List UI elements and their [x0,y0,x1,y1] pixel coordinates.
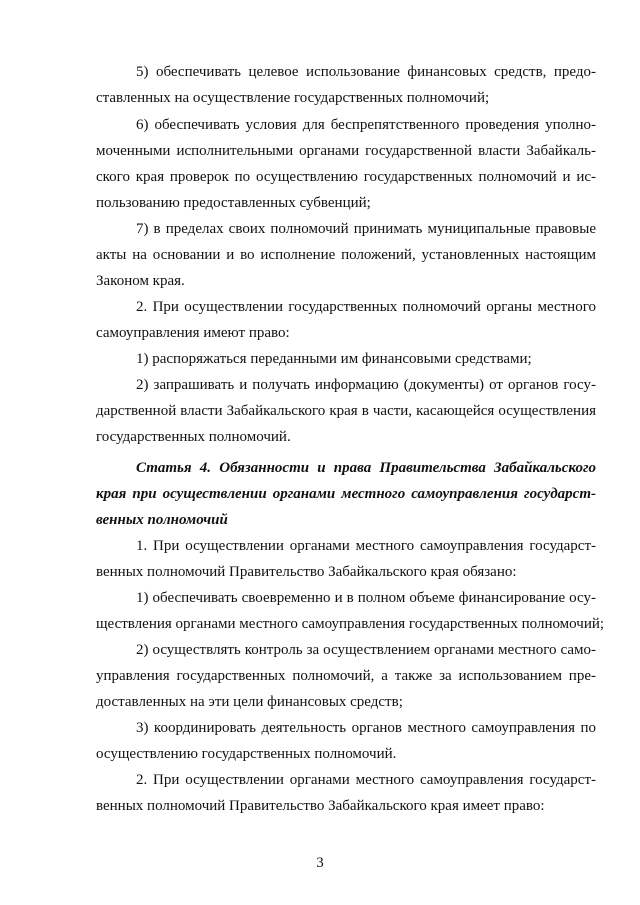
text-line: ставленных на осуществление государственных полномочий; [96,90,490,106]
text-line: 2. При осуществлении органами местного самоуправления государст- [136,772,596,788]
text-line: 1) обеспечивать своевременно и в полном объеме финансирование осу- [136,590,596,606]
text-line: самоуправления имеют право: [96,325,290,341]
text-line: моченными исполнительными органами государственной власти Забайкаль- [96,143,596,159]
text-line: 6) обеспечивать условия для беспрепятственного проведения уполно- [136,117,596,133]
text-line: пользованию предоставленных субвенций; [96,195,371,211]
text-line: 2) запрашивать и получать информацию (документы) от органов госу- [136,377,596,393]
text-line: 5) обеспечивать целевое использование финансовых средств, предо- [136,64,596,80]
text-line: 7) в пределах своих полномочий принимать муниципальные правовые [136,221,596,237]
page-number: 3 [316,855,324,871]
text-line: дарственной власти Забайкальского края в части, касающейся осуществления [96,403,596,419]
text-line: управления государственных полномочий, а также за использованием пре- [96,668,596,684]
text-line: ществления органами местного самоуправления государственных полномочий; [96,616,605,632]
text-line: Законом края. [96,273,185,289]
text-line: 1) распоряжаться переданными им финансовыми средствами; [136,351,532,367]
text-line: осуществлению государственных полномочий. [96,746,397,762]
text-line: 2) осуществлять контроль за осуществлением органами местного само- [136,642,596,658]
text-line: венных полномочий Правительство Забайкальского края обязано: [96,564,517,580]
text-line: венных полномочий Правительство Забайкальского края имеет право: [96,798,545,814]
text-line: ского края проверок по осуществлению государственных полномочий и ис- [96,169,596,185]
article-heading-line: Статья 4. Обязанности и права Правительства Забайкальского [136,460,596,476]
text-line: акты на основании и во исполнение положений, установленных настоящим [96,247,596,263]
text-line: доставленных на эти цели финансовых средств; [96,694,403,710]
text-line: 2. При осуществлении государственных полномочий органы местного [136,299,596,315]
text-line: 3) координировать деятельность органов местного самоуправления по [136,720,596,736]
article-heading-line: края при осуществлении органами местного самоуправления государст- [96,486,596,502]
article-heading-line: венных полномочий [96,512,228,528]
text-line: 1. При осуществлении органами местного самоуправления государст- [136,538,596,554]
text-line: государственных полномочий. [96,429,291,445]
